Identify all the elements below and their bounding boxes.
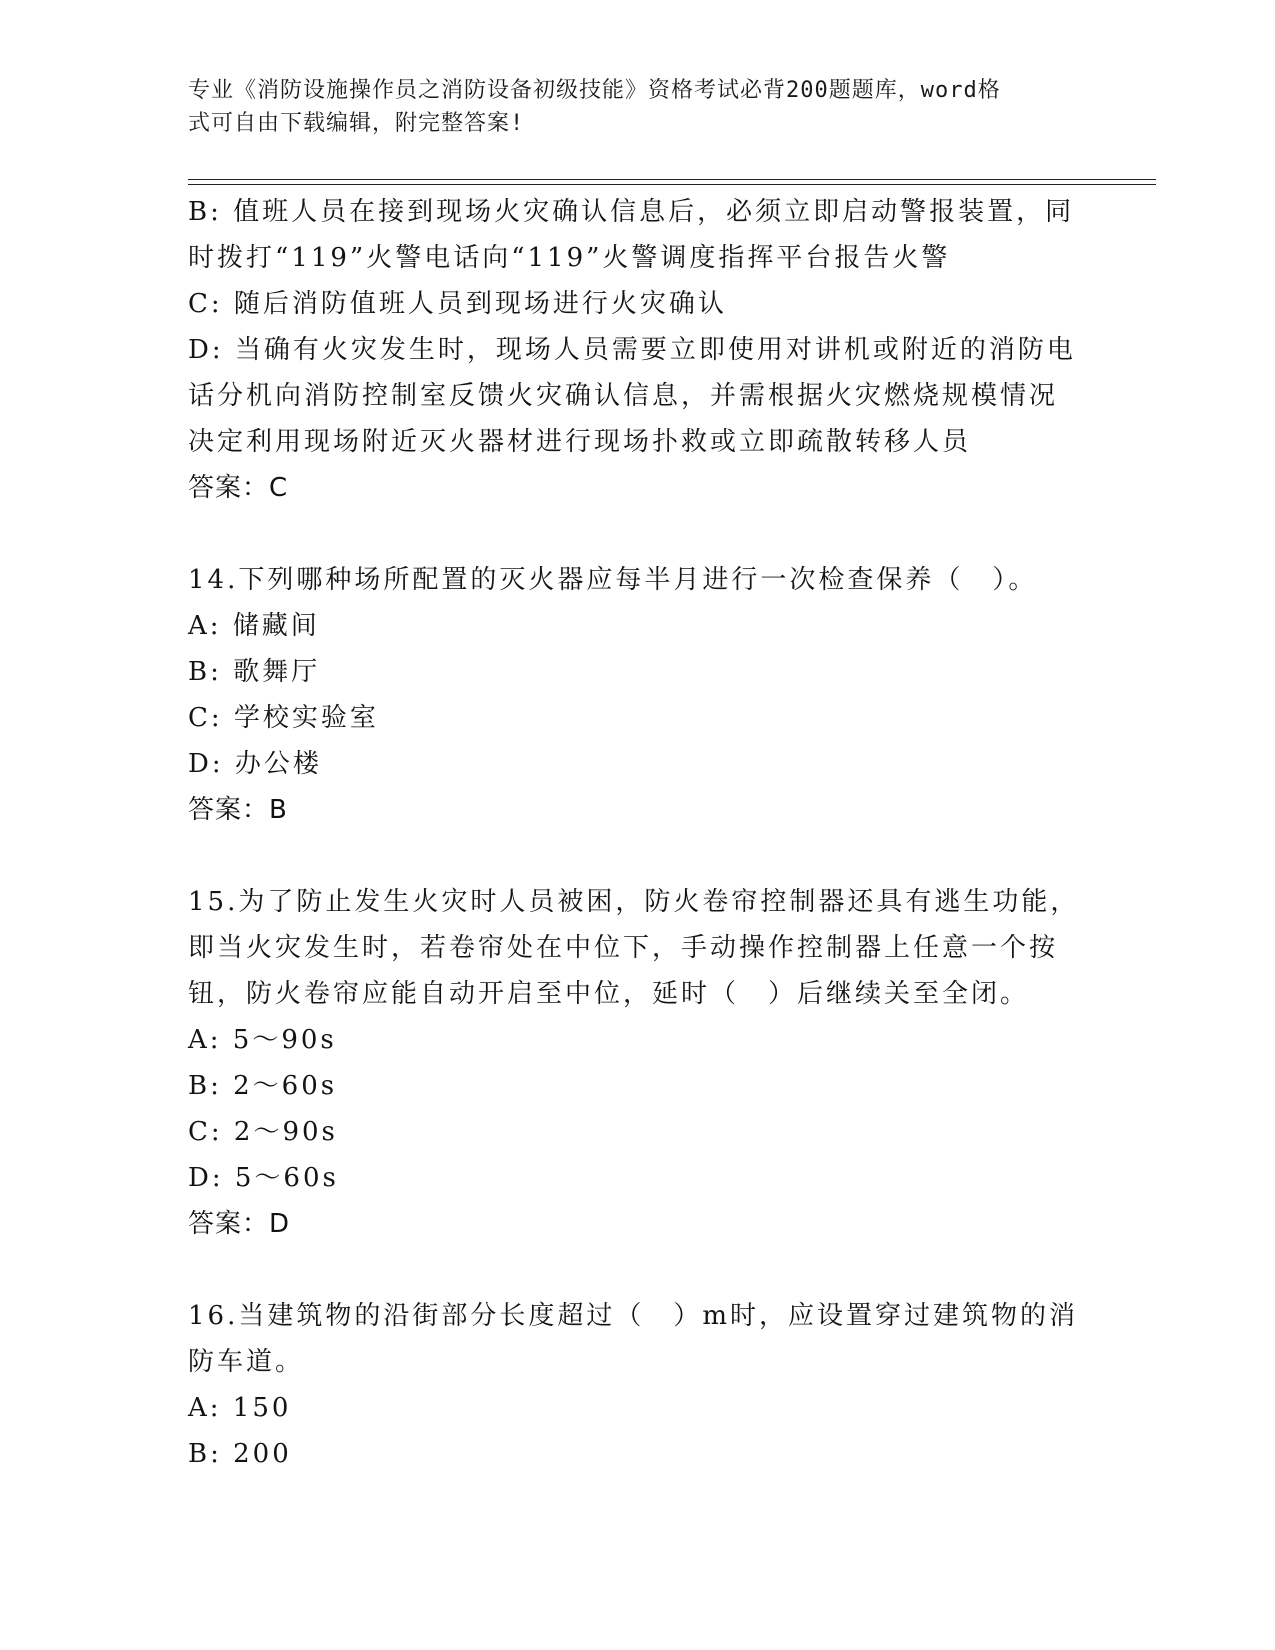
answer-line: 答案：B	[188, 795, 288, 825]
option-c: C: 随后消防值班人员到现场进行火灾确认	[188, 289, 727, 319]
question-stem-line-1: 15.为了防止发生火灾时人员被困，防火卷帘控制器还具有逃生功能，	[188, 887, 1080, 917]
option-b: B: 200	[188, 1439, 292, 1469]
question-stem-line-2: 即当火灾发生时，若卷帘处在中位下，手动操作控制器上任意一个按	[188, 933, 1059, 963]
answer-line: 答案：D	[188, 1209, 291, 1239]
header-rule-bottom	[188, 184, 1156, 185]
question-stem-line-2: 防车道。	[188, 1347, 305, 1377]
option-b: B: 歌舞厅	[188, 657, 321, 687]
option-c: C: 2～90s	[188, 1117, 338, 1147]
option-b: B: 2～60s	[188, 1071, 338, 1101]
option-d-line-3: 决定利用现场附近灭火器材进行现场扑救或立即疏散转移人员	[188, 427, 972, 457]
header-line-2: 式可自由下载编辑，附完整答案!	[188, 111, 525, 136]
question-16	[188, 1293, 1088, 1477]
option-d-line-1: D: 当确有火灾发生时，现场人员需要立即使用对讲机或附近的消防电	[188, 335, 1076, 365]
option-d-line-2: 话分机向消防控制室反馈火灾确认信息，并需根据火灾燃烧规模情况	[188, 381, 1059, 411]
option-d: D: 5～60s	[188, 1163, 339, 1193]
question-13-continued	[188, 189, 1088, 511]
question-list	[188, 189, 1088, 1477]
question-14	[188, 557, 1088, 833]
question-stem-line-1: 16.当建筑物的沿街部分长度超过（ ）m时，应设置穿过建筑物的消	[188, 1301, 1079, 1331]
question-stem: 14.下列哪种场所配置的灭火器应每半月进行一次检查保养（ ）。	[188, 565, 1038, 595]
option-a: A: 储藏间	[188, 611, 320, 641]
option-d: D: 办公楼	[188, 749, 322, 779]
document-header	[188, 74, 1088, 140]
question-stem-line-3: 钮，防火卷帘应能自动开启至中位，延时（ ）后继续关至全闭。	[188, 979, 1030, 1009]
spacer	[188, 1247, 1088, 1293]
answer-line: 答案：C	[188, 473, 289, 503]
option-b-line-1: B: 值班人员在接到现场火灾确认信息后，必须立即启动警报装置，同	[188, 197, 1075, 227]
option-b-line-2: 时拨打“119”火警电话向“119”火警调度指挥平台报告火警	[188, 243, 951, 273]
question-15	[188, 879, 1088, 1247]
spacer	[188, 511, 1088, 557]
header-rule-top	[188, 179, 1156, 180]
option-a: A: 5～90s	[188, 1025, 337, 1055]
option-a: A: 150	[188, 1393, 292, 1423]
header-line-1: 专业《消防设施操作员之消防设备初级技能》资格考试必背200题题库，word格	[188, 78, 1001, 103]
option-c: C: 学校实验室	[188, 703, 379, 733]
spacer	[188, 833, 1088, 879]
